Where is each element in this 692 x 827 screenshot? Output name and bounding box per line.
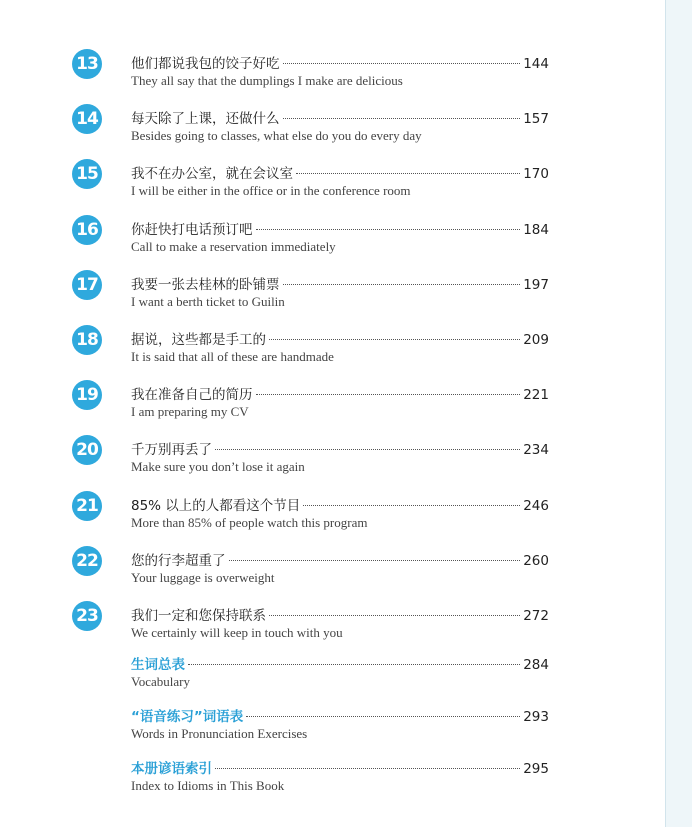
page-number: 184 [523,221,549,238]
toc-entry-lesson-23[interactable] [72,598,552,653]
toc-entry-lesson-22[interactable] [72,543,552,598]
appendix-title-en: Index to Idioms in This Book [131,778,285,794]
lesson-title-zh: 85% 以上的人都看这个节目 [131,497,301,514]
table-of-contents [72,46,552,809]
lesson-title-en: Call to make a reservation immediately [131,238,336,254]
lesson-number-badge: 21 [72,491,102,521]
toc-entry-lesson-14[interactable] [72,101,552,156]
page-number: 272 [523,607,549,624]
toc-entry-lesson-20[interactable] [72,432,552,487]
dot-leader [283,63,521,64]
toc-entry-lesson-13[interactable] [72,46,552,101]
toc-entry-lesson-17[interactable] [72,267,552,322]
lesson-title-zh: 千万别再丢了 [131,442,212,459]
lesson-number-badge: 20 [72,435,102,465]
lesson-number-badge: 19 [72,380,102,410]
lesson-number-badge: 17 [72,270,102,300]
appendix-title-en: Words in Pronunciation Exercises [131,726,308,742]
toc-entry-lesson-19[interactable] [72,377,552,432]
toc-entry-lesson-15[interactable] [72,156,552,211]
page-number: 295 [523,761,549,778]
toc-entry-lesson-18[interactable] [72,322,552,377]
lesson-title-en: Make sure you don’t lose it again [131,459,305,475]
page-edge [665,0,692,827]
page-number: 197 [523,276,549,293]
dot-leader [283,284,521,285]
dot-leader [246,716,520,717]
dot-leader [188,664,520,665]
lesson-title-en: Besides going to classes, what else do you do every day [131,128,422,144]
appendix-title-zh: “语音练习”词语表 [131,709,244,726]
lesson-title-en: I am preparing my CV [131,404,249,420]
lesson-title-zh: 我要一张去桂林的卧铺票 [131,276,280,293]
lesson-title-en: More than 85% of people watch this program [131,514,368,530]
lesson-title-zh: 每天除了上课，还做什么 [131,111,280,128]
lesson-title-zh: 您的行李超重了 [131,552,226,569]
lesson-title-en: It is said that all of these are handmade [131,348,334,364]
page-number: 284 [523,657,549,674]
dot-leader [283,118,521,119]
dot-leader [303,505,520,506]
dot-leader [215,449,520,450]
page-number: 209 [523,331,549,348]
lesson-number-badge: 22 [72,546,102,576]
dot-leader [229,560,521,561]
lesson-number-badge: 13 [72,49,102,79]
toc-entry-lesson-21[interactable] [72,488,552,543]
lesson-title-en: Your luggage is overweight [131,569,275,585]
dot-leader [296,173,520,174]
dot-leader [256,394,521,395]
page-number: 293 [523,709,549,726]
toc-entry-lesson-16[interactable] [72,212,552,267]
page-number: 221 [523,387,549,404]
page-number: 170 [523,166,549,183]
toc-entry-idioms-index[interactable] [72,757,552,809]
lesson-number-badge: 23 [72,601,102,631]
lesson-title-zh: 他们都说我包的饺子好吃 [131,56,280,72]
appendix-title-en: Vocabulary [131,674,190,690]
lesson-title-zh: 据说，这些都是手工的 [131,331,266,348]
lesson-number-badge: 14 [72,104,102,134]
dot-leader [256,229,521,230]
lesson-title-en: I want a berth ticket to Guilin [131,293,285,309]
lesson-title-zh: 我不在办公室，就在会议室 [131,166,293,183]
appendix-title-zh: 生词总表 [131,657,185,674]
lesson-title-en: They all say that the dumplings I make are delicious [131,73,403,88]
page-number: 144 [523,56,549,72]
lesson-title-en: I will be either in the office or in the conference room [131,183,411,199]
lesson-title-en: We certainly will keep in touch with you [131,624,343,640]
lesson-number-badge: 15 [72,159,102,189]
page-number: 246 [523,497,549,514]
appendix-title-zh: 本册谚语索引 [131,761,212,778]
lesson-title-zh: 你赶快打电话预订吧 [131,221,253,238]
lesson-title-zh: 我们一定和您保持联系 [131,607,266,624]
dot-leader [215,768,520,769]
dot-leader [269,615,520,616]
toc-entry-pronunciation-words[interactable] [72,705,552,757]
dot-leader [269,339,520,340]
page-number: 260 [523,552,549,569]
lesson-title-zh: 我在准备自己的简历 [131,387,253,404]
page-number: 234 [523,442,549,459]
page-number: 157 [523,111,549,128]
lesson-number-badge: 18 [72,325,102,355]
lesson-number-badge: 16 [72,215,102,245]
toc-entry-vocabulary[interactable] [72,653,552,705]
